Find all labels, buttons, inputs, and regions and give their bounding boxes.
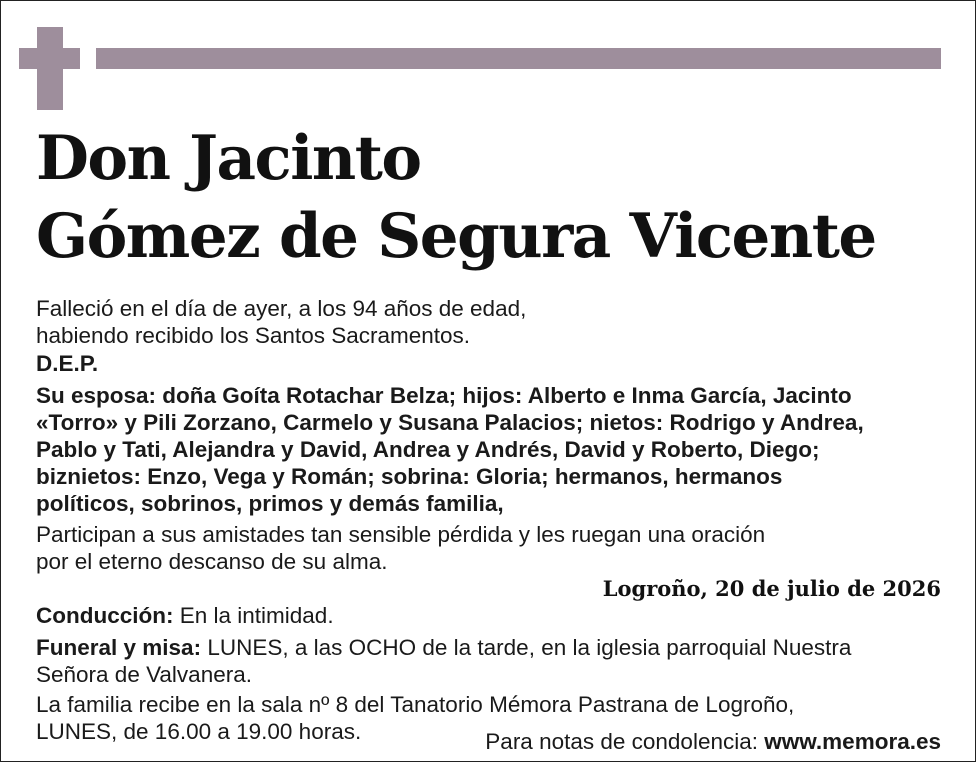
dep-label: D.E.P. bbox=[36, 351, 99, 376]
funeral-info bbox=[36, 634, 944, 688]
cross-icon-arm bbox=[19, 48, 80, 69]
funeral-value: LUNES, a las OCHO de la tarde, en la iglesia parroquial Nuestra bbox=[201, 635, 852, 660]
family-line: Pablo y Tati, Alejandra y David, Andrea y Andrés, David y Roberto, Diego; bbox=[36, 437, 820, 462]
prayer-request bbox=[36, 521, 944, 575]
condolence-label: Para notas de condolencia: bbox=[485, 729, 765, 754]
prayer-request-line1: Participan a sus amistades tan sensible pérdida y les ruegan una oración bbox=[36, 522, 766, 547]
conduction-value: En la intimidad. bbox=[173, 603, 334, 628]
death-notice-line1: Falleció en el día de ayer, a los 94 años de edad, bbox=[36, 296, 527, 321]
place-date: Logroño, 20 de julio de 2026 bbox=[602, 576, 941, 601]
conduction-label: Conducción: bbox=[36, 603, 174, 628]
death-notice-line2: habiendo recibido los Santos Sacramentos. bbox=[36, 323, 471, 348]
family-line: biznietos: Enzo, Vega y Román; sobrina: Gloria; hermanos, hermanos bbox=[36, 464, 783, 489]
family-line: «Torro» y Pili Zorzano, Carmelo y Susana Palacios; nietos: Rodrigo y Andrea, bbox=[36, 410, 864, 435]
prayer-request-line2: por el eterno descanso de su alma. bbox=[36, 549, 388, 574]
funeral-label: Funeral y misa: bbox=[36, 635, 202, 660]
death-notice bbox=[36, 295, 944, 349]
family-line: políticos, sobrinos, primos y demás familia, bbox=[36, 491, 504, 516]
deceased-name-line2: Gómez de Segura Vicente bbox=[36, 201, 876, 272]
wake-line2: LUNES, de 16.00 a 19.00 horas. bbox=[36, 719, 362, 744]
header-rule bbox=[96, 48, 941, 69]
deceased-name-line1: Don Jacinto bbox=[36, 123, 421, 194]
family-line: Su esposa: doña Goíta Rotachar Belza; hijos: Alberto e Inma García, Jacinto bbox=[36, 383, 852, 408]
family-list bbox=[36, 382, 944, 517]
deceased-name bbox=[36, 120, 946, 276]
funeral-value-line2: Señora de Valvanera. bbox=[36, 662, 252, 687]
wake-line1: La familia recibe en la sala nº 8 del Tanatorio Mémora Pastrana de Logroño, bbox=[36, 692, 795, 717]
condolence-link[interactable]: www.memora.es bbox=[764, 729, 941, 754]
condolence-note bbox=[485, 728, 941, 755]
conduction-info bbox=[36, 602, 944, 629]
